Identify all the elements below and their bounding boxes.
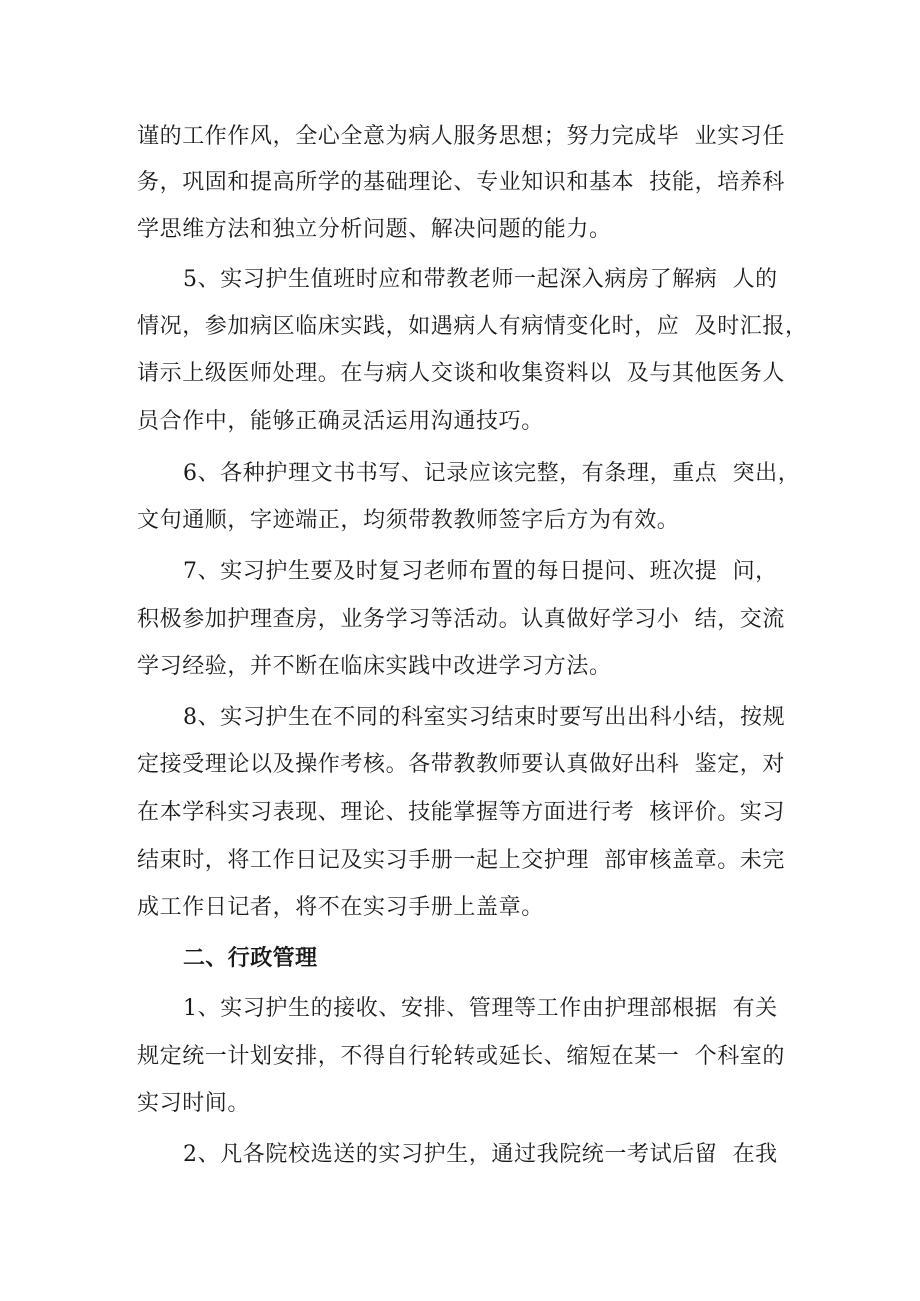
paragraph-line: 6、各种护理文书书写、记录应该完整，有条理，重点 突出， — [183, 461, 801, 486]
paragraph-line: 5、实习护生值班时应和带教老师一起深入病房了解病 人的 — [183, 267, 778, 292]
paragraph-line: 在本学科实习表现、理论、技能掌握等方面进行考 核评价。实习 — [137, 800, 785, 825]
paragraph-line: 务，巩固和提高所学的基础理论、专业知识和基本 技能，培养科 — [137, 170, 785, 195]
paragraph-line: 1、实习护生的接收、安排、管理等工作由护理部根据 有关 — [183, 996, 778, 1021]
paragraph-line: 学习经验，并不断在临床实践中改进学习方法。 — [137, 654, 612, 679]
paragraph-line: 积极参加护理查房，业务学习等活动。认真做好学习小 结，交流 — [137, 607, 785, 632]
paragraph-line: 实习时间。 — [137, 1091, 251, 1116]
paragraph-line: 结束时，将工作日记及实习手册一起上交护理 部审核盖章。未完 — [137, 848, 785, 873]
paragraph-line: 学思维方法和独立分析问题、解决问题的能力。 — [137, 217, 612, 242]
paragraph-line: 文句通顺，字迹端正，均须带教教师签字后方为有效。 — [137, 508, 680, 533]
paragraph-line: 情况，参加病区临床实践，如遇病人有病情变化时，应 及时汇报， — [137, 314, 808, 339]
paragraph-line: 员合作中，能够正确灵活运用沟通技巧。 — [137, 409, 544, 434]
paragraph-line: 谨的工作作风，全心全意为病人服务思想；努力完成毕 业实习任 — [137, 124, 785, 149]
paragraph-line: 8、实习护生在不同的科室实习结束时要写出出科小结，按规 — [183, 705, 786, 730]
paragraph-line: 请示上级医师处理。在与病人交谈和收集资料以 及与其他医务人 — [137, 361, 785, 386]
paragraph-line: 7、实习护生要及时复习老师布置的每日提问、班次提 问， — [183, 559, 778, 584]
paragraph-line: 成工作日记者，将不在实习手册上盖章。 — [137, 895, 544, 920]
paragraph-line: 定接受理论以及操作考核。各带教教师要认真做好出科 鉴定，对 — [137, 752, 785, 777]
section-heading: 二、行政管理 — [183, 946, 318, 971]
paragraph-line: 2、凡各院校选送的实习护生，通过我院统一考试后留 在我 — [183, 1142, 778, 1167]
paragraph-line: 规定统一计划安排，不得自行轮转或延长、缩短在某一 个科室的 — [137, 1044, 785, 1069]
